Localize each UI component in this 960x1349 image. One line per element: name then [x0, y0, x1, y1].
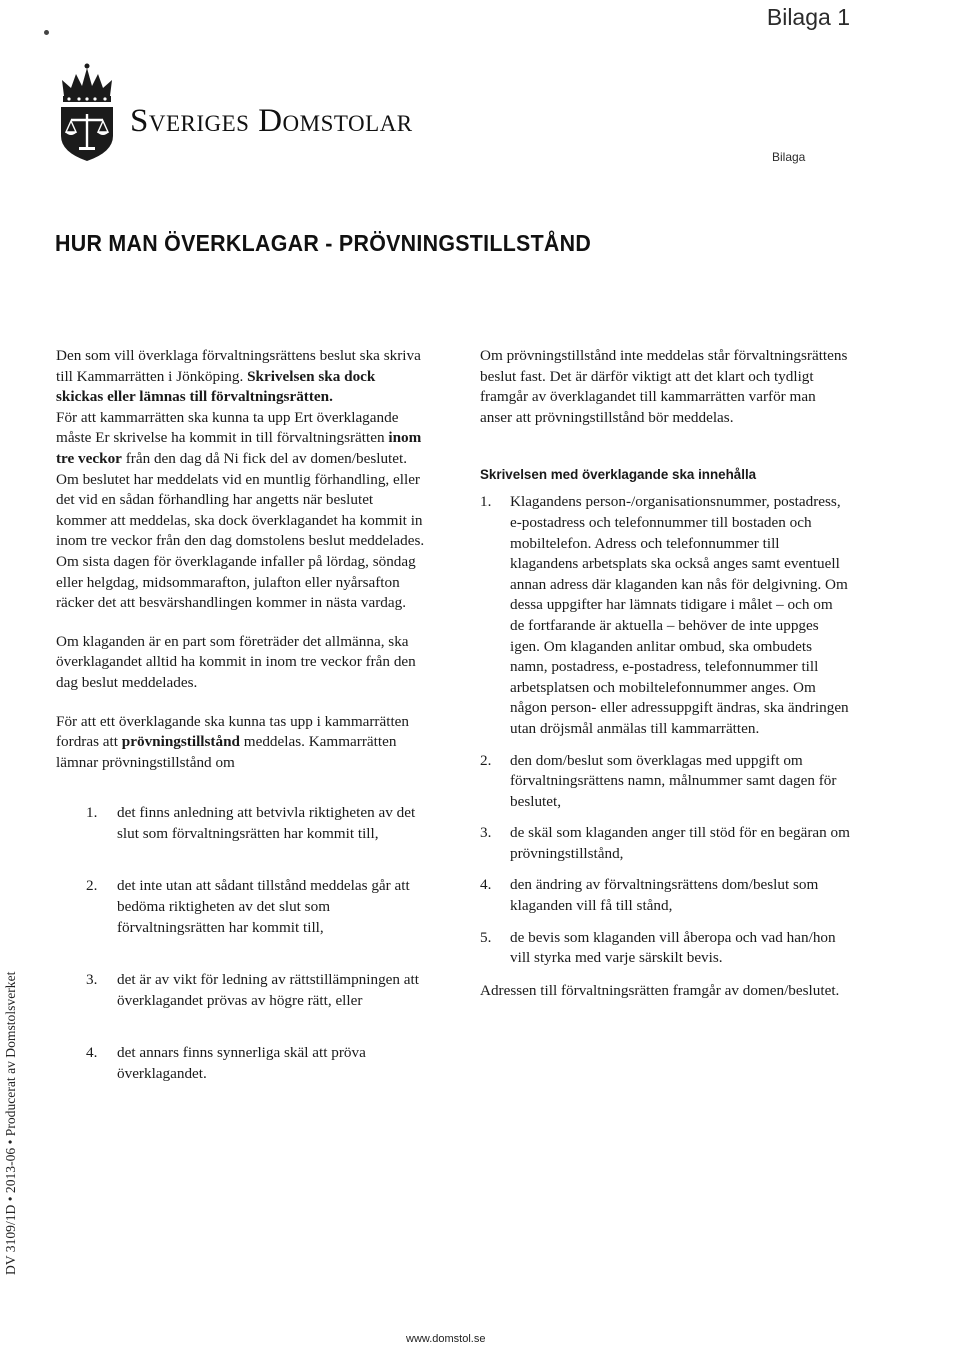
- leave-text-a: För att ett överklagande ska kunna tas upp i kammarrätten fordras att: [56, 712, 409, 751]
- list-number: 4.: [86, 1044, 98, 1062]
- attachment-label-small: Bilaga: [772, 150, 806, 164]
- list-number: 5.: [480, 928, 492, 946]
- list-item: [56, 970, 426, 1011]
- document-title: HUR MAN ÖVERKLAGAR - PRÖVNINGSTILLSTÅND: [55, 230, 592, 256]
- list-text: de skäl som klaganden anger till stöd för en begäran om prövningstillstånd,: [510, 824, 850, 862]
- intro-emphasis: Skrivelsen ska dock skickas eller lämnas till förvaltningsrätten.: [56, 367, 376, 406]
- list-number: 1.: [86, 804, 98, 822]
- address-paragraph: Adressen till förvaltningsrätten framgår av domen/beslutet.: [480, 981, 840, 999]
- list-item: [480, 875, 850, 916]
- leave-emphasis: prövningstillstånd: [121, 733, 240, 751]
- contents-list: [480, 492, 850, 968]
- list-number: 2.: [86, 877, 98, 895]
- list-text: det annars finns synnerliga skäl att pröva överklagandet.: [117, 1044, 366, 1083]
- production-info: DV 3109/1D • 2013-06 • Producerat av Domstolsverket: [3, 971, 18, 1275]
- public-party-paragraph: Om klaganden är en part som företräder det allmänna, ska överklagandet alltid ha kommit in inom tre veckor från den dag beslut meddelades.: [56, 632, 416, 691]
- list-number: 2.: [480, 751, 492, 769]
- list-text: den dom/beslut som överklagas med uppgift om förvaltningsrättens namn, målnummer samt dagen för beslutet,: [510, 751, 837, 810]
- list-text: Klagandens person-/organisationsnummer, postadress, e-postadress och telefonnummer till bostaden och mobiltelefon. Adress och telefonnummer till klagandens arbetsplats ska också anges samt eventuell annan adress där klaganden kan nås för delgivning. Om dessa uppgifter har lämnats tidigare i målet – och om de fortfarande är aktuella – behöver de inte uppges igen. Om klaganden anlitar ombud, ska ombudets namn, postadress, e-postadress, telefonnummer till arbetsplatsen och mobiltelefonnummer anges. Om någon person- eller adressuppgift ändras, ska ändringen utan dröjsmål anmälas till kammarrätten.: [510, 493, 849, 737]
- organization-name: Sveriges Domstolar: [130, 103, 413, 139]
- list-number: 3.: [86, 971, 98, 989]
- deadline-text-a: För att kammarrätten ska kunna ta upp Ert överklagande måste Er skrivelse ha kommit in till förvaltningsrätten: [56, 408, 399, 447]
- list-item: [480, 492, 850, 739]
- list-text: det finns anledning att betvivla riktigheten av det slut som förvaltningsrätten har kommit till,: [117, 804, 416, 842]
- leave-to-appeal-paragraph: [56, 712, 426, 774]
- deadline-paragraph: [56, 408, 426, 614]
- list-item: [56, 1043, 426, 1084]
- list-item: [56, 803, 426, 844]
- coat-of-arms-logo: [54, 62, 120, 162]
- section-heading: Skrivelsen med överklagande ska innehålla: [480, 467, 757, 483]
- list-text: de bevis som klaganden vill åberopa och vad han/hon vill styrka med varje särskilt bevis.: [510, 928, 836, 967]
- list-item: [480, 751, 850, 813]
- deadline-text-b: från den dag då Ni fick del av domen/beslutet. Om beslutet har meddelats vid en muntlig förhandling, eller det vid en sådan förhandling har angetts när beslutet kommer att meddelas, ska dock överklagandet ha kommit in inom tre veckor från den dag domstolens beslut meddelades. Om sista dagen för överklagande infaller på lördag, söndag eller helgdag, midsommarafton, julafton eller nyårsafton räcker det att besvärshandlingen kommer in nästa vardag.: [56, 449, 425, 612]
- list-text: den ändring av förvaltningsrättens dom/beslut som klaganden vill få till stånd,: [510, 876, 819, 915]
- intro-paragraph: [56, 346, 426, 408]
- criteria-list: [56, 803, 426, 1084]
- list-number: 4.: [480, 876, 492, 894]
- consequence-paragraph: Om prövningstillstånd inte meddelas står förvaltningsrättens beslut fast. Det är därför viktigt att det klart och tydligt framgår av överklagandet till kammarrätten varför man anser att prövningstillstånd bör meddelas.: [480, 347, 848, 426]
- right-column: [480, 346, 850, 1001]
- list-item: [480, 928, 850, 969]
- attachment-label: Bilaga 1: [766, 4, 850, 30]
- list-number: 3.: [480, 824, 492, 842]
- list-text: det är av vikt för ledning av rättstillämpningen att överklagandet prövas av högre rätt, eller: [117, 971, 419, 1009]
- list-item: [480, 823, 850, 864]
- list-item: [56, 876, 426, 938]
- left-column: [56, 346, 426, 1117]
- leave-text-b: meddelas. Kammarrätten lämnar prövningstillstånd om: [56, 733, 397, 771]
- intro-text: Den som vill överklaga förvaltningsrättens beslut ska skriva till Kammarrätten i Jönköping.: [56, 347, 421, 385]
- deadline-emphasis: inom tre veckor: [56, 429, 422, 467]
- list-number: 1.: [480, 493, 492, 511]
- scan-dot: [44, 30, 49, 35]
- list-text: det inte utan att sådant tillstånd meddelas går att bedöma riktigheten av det slut som förvaltningsrätten har kommit till,: [117, 877, 410, 936]
- footer-link[interactable]: www.domstol.se: [406, 1333, 486, 1345]
